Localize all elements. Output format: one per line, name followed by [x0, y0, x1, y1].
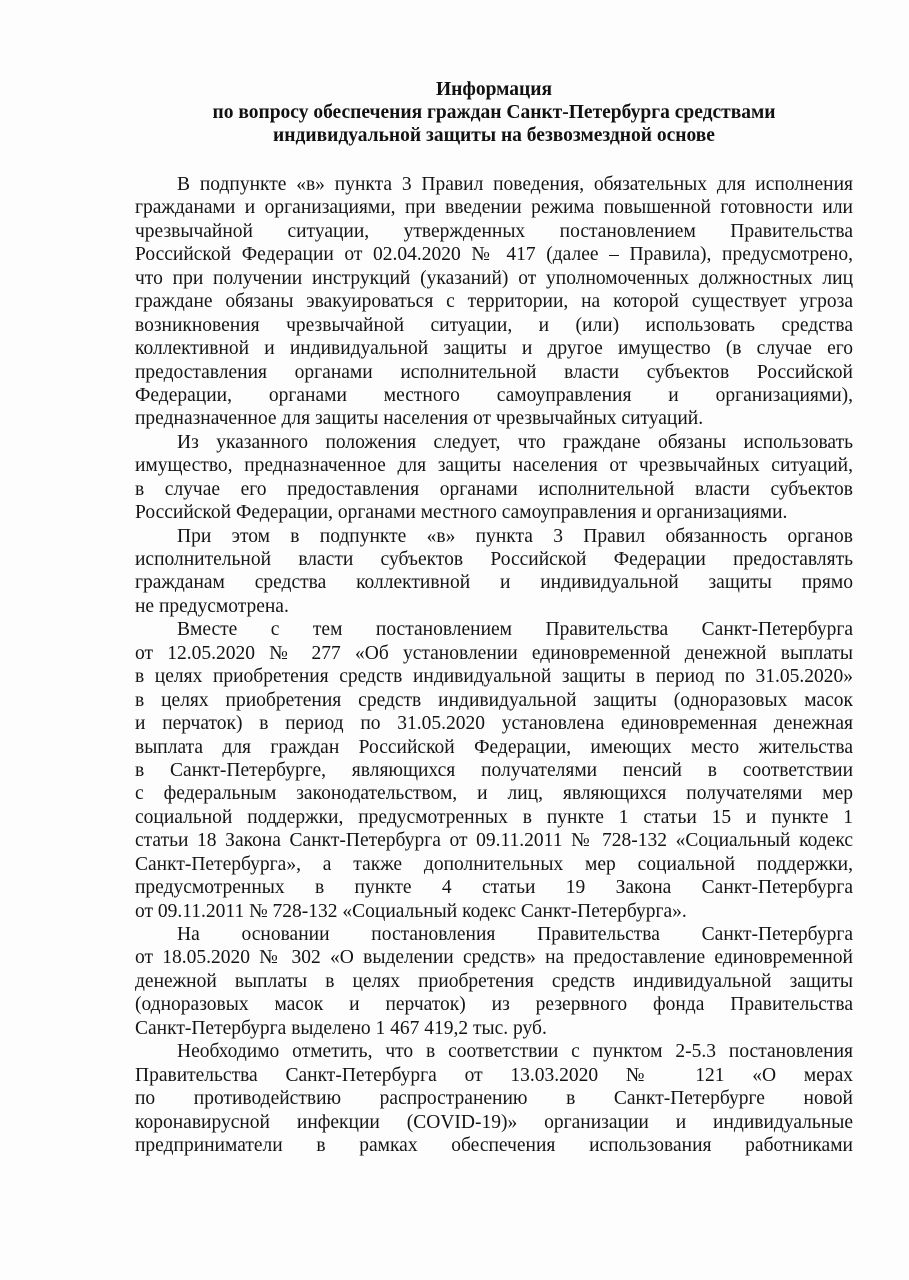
paragraph-line: от 18.05.2020 № 302 «О выделении средств» на предоставление единовременной: [135, 947, 853, 969]
paragraph-line: что при получении инструкций (указаний) от уполномоченных должностных лиц: [135, 267, 853, 289]
paragraph-line: Российской Федерации, органами местного самоуправления и организациями.: [135, 502, 788, 524]
paragraph: [135, 1040, 853, 1157]
paragraph-line: Правительства Санкт-Петербурга от 13.03.2020 № 121 «О мерах: [135, 1064, 853, 1086]
paragraph-line: имущество, предназначенное для защиты населения от чрезвычайных ситуаций,: [135, 455, 853, 477]
paragraph-line: статьи 18 Закона Санкт-Петербурга от 09.11.2011 № 728-132 «Социальный кодекс: [135, 830, 853, 852]
paragraph: [135, 525, 853, 619]
paragraph-line: На основании постановления Правительства Санкт-Петербурга: [177, 924, 853, 945]
paragraph-line: коллективной и индивидуальной защиты и другое имущество (в случае его: [135, 338, 853, 360]
paragraph-line: Российской Федерации от 02.04.2020 № 417 (далее – Правила), предусмотрено,: [135, 244, 853, 266]
paragraph-line: предусмотренных в пункте 4 статьи 19 Закона Санкт-Петербурга: [135, 877, 853, 899]
paragraph-line: по противодействию распространению в Санкт-Петербурге новой: [135, 1088, 853, 1110]
paragraph-line: от 09.11.2011 № 728-132 «Социальный кодекс Санкт-Петербурга».: [135, 900, 687, 922]
paragraph-line: Необходимо отметить, что в соответствии с пунктом 2-5.3 постановления: [177, 1041, 853, 1063]
title-line: индивидуальной защиты на безвозмездной основе: [273, 125, 715, 146]
paragraph-line: предназначенное для защиты населения от чрезвычайных ситуаций.: [135, 408, 704, 430]
paragraph-line: граждане обязаны эвакуироваться с территории, на которой существует угроза: [135, 291, 853, 313]
paragraph-line: При этом в подпункте «в» пункта 3 Правил обязанность органов: [177, 525, 853, 547]
paragraph: [135, 173, 853, 431]
paragraph-line: в случае его предоставления органами исполнительной власти субъектов: [135, 478, 853, 500]
paragraph-line: чрезвычайной ситуации, утвержденных постановлением Правительства: [135, 220, 853, 242]
title-line: по вопросу обеспечения граждан Санкт-Петербурга средствами: [212, 102, 776, 123]
paragraph-line: от 12.05.2020 № 277 «Об установлении единовременной денежной выплаты: [135, 642, 853, 664]
paragraph-line: в Санкт-Петербурге, являющихся получателями пенсий в соответствии: [135, 759, 853, 781]
title-line: Информация: [435, 79, 553, 100]
paragraph-line: в целях приобретения средств индивидуальной защиты в период по 31.05.2020»: [135, 666, 853, 688]
paragraph: [135, 923, 853, 1040]
paragraph-line: В подпункте «в» пункта 3 Правил поведения, обязательных для исполнения: [177, 174, 853, 195]
paragraph: [135, 431, 853, 525]
paragraph-line: (одноразовых масок и перчаток) из резервного фонда Правительства: [135, 994, 853, 1016]
paragraph: [135, 618, 853, 923]
paragraph-line: социальной поддержки, предусмотренных в пункте 1 статьи 15 и пункте 1: [135, 806, 853, 828]
paragraph-line: выплата для граждан Российской Федерации, имеющих место жительства: [135, 736, 853, 758]
paragraph-line: и перчаток) в период по 31.05.2020 установлена единовременная денежная: [135, 713, 853, 735]
paragraph-line: предоставления органами исполнительной власти субъектов Российской: [135, 361, 853, 383]
paragraph-line: предприниматели в рамках обеспечения использования работниками: [135, 1134, 853, 1156]
paragraph-line: гражданам средства коллективной и индивидуальной защиты прямо: [135, 572, 853, 594]
document-title: [135, 78, 853, 147]
paragraph-line: в целях приобретения средств индивидуальной защиты (одноразовых масок: [135, 689, 853, 711]
paragraph-line: коронавирусной инфекции (COVID-19)» организации и индивидуальные: [135, 1111, 853, 1133]
paragraph-line: Федерации, органами местного самоуправления и организациями),: [135, 384, 853, 406]
paragraph-line: денежной выплаты в целях приобретения средств индивидуальной защиты: [135, 970, 853, 992]
paragraph-line: гражданами и организациями, при введении режима повышенной готовности или: [135, 197, 853, 219]
document-body: [135, 173, 853, 1157]
paragraph-line: возникновения чрезвычайной ситуации, и (или) использовать средства: [135, 314, 853, 336]
paragraph-line: Из указанного положения следует, что граждане обязаны использовать: [177, 431, 853, 453]
paragraph-line: Вместе с тем постановлением Правительства Санкт-Петербурга: [177, 619, 853, 641]
paragraph-line: с федеральным законодательством, и лиц, являющихся получателями мер: [135, 783, 853, 805]
paragraph-line: исполнительной власти субъектов Российской Федерации предоставлять: [135, 549, 853, 570]
paragraph-line: Санкт-Петербурга», а также дополнительных мер социальной поддержки,: [135, 853, 853, 875]
paragraph-line: Санкт-Петербурга выделено 1 467 419,2 тыс. руб.: [135, 1017, 547, 1039]
paragraph-line: не предусмотрена.: [135, 595, 289, 617]
